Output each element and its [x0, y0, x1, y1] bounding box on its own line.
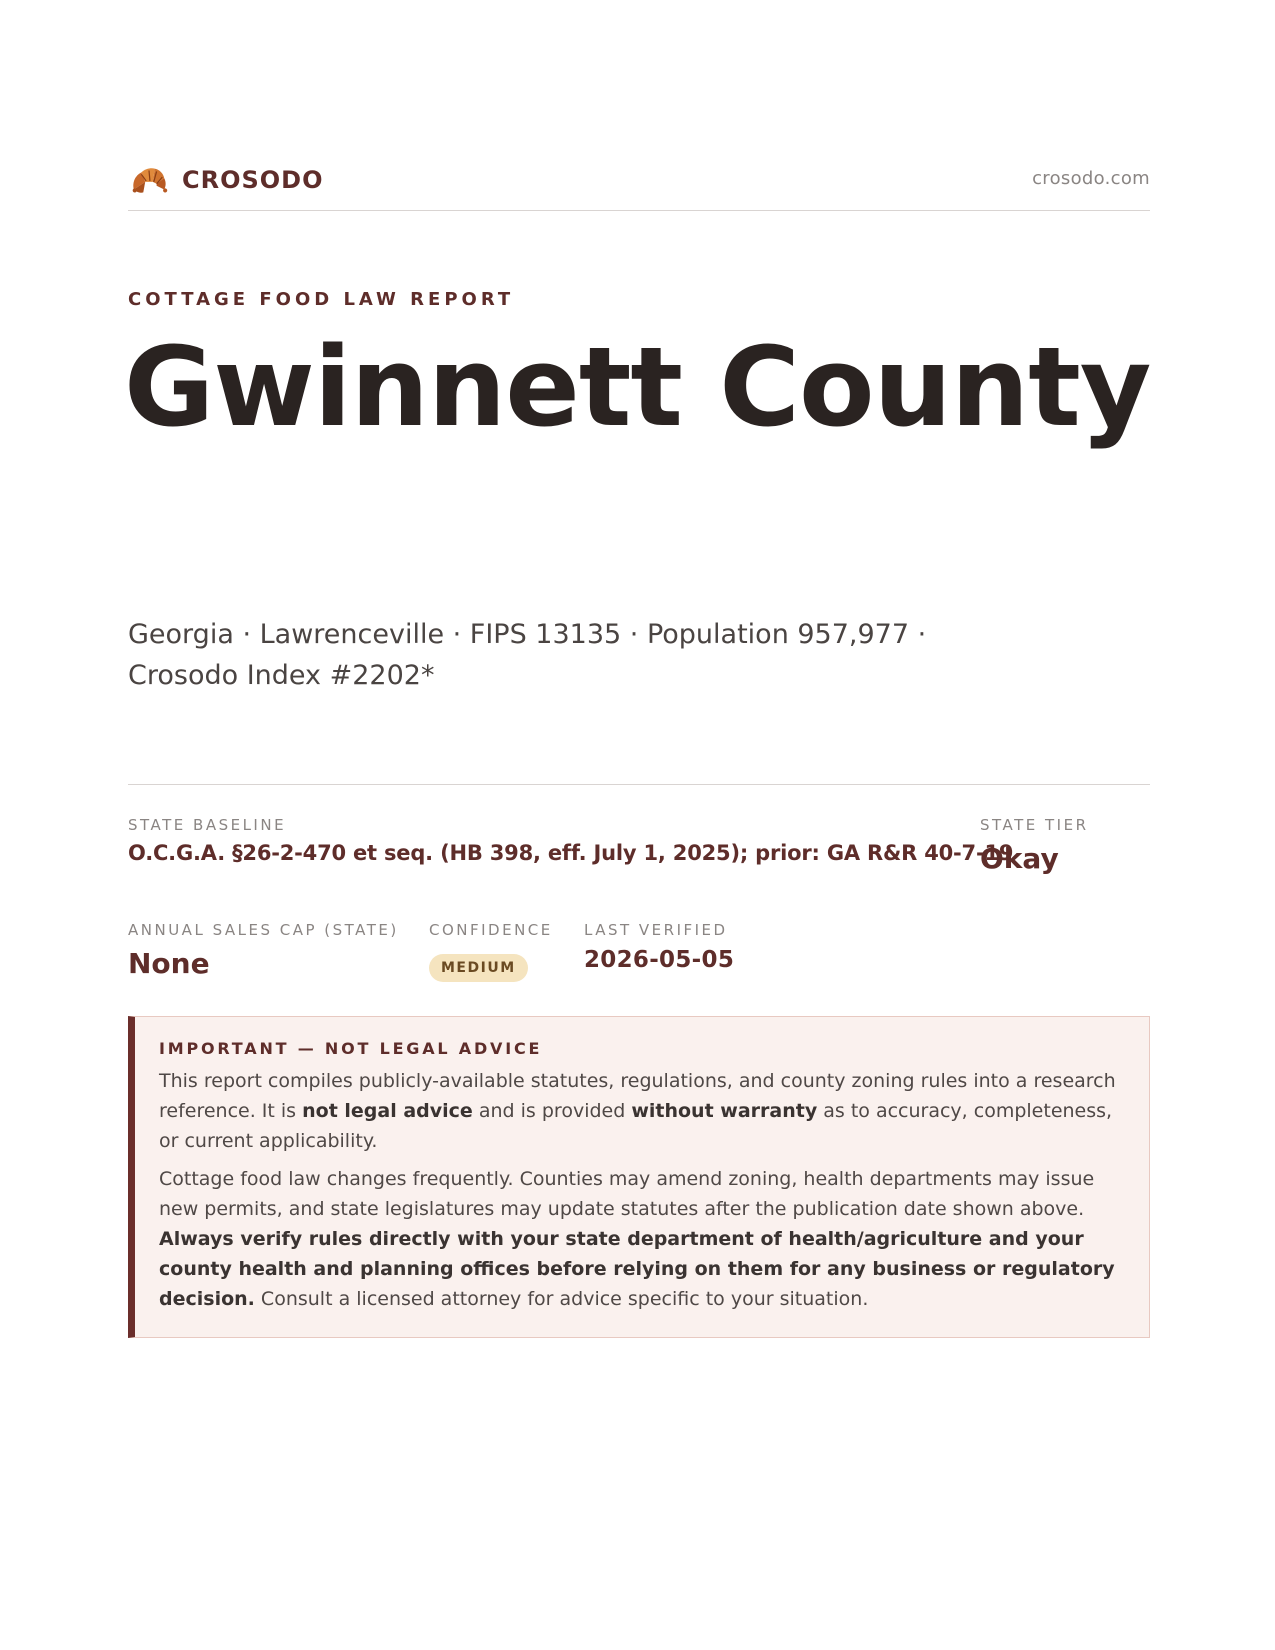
state-tier-label: STATE TIER [980, 816, 1089, 834]
legal-notice [128, 1016, 1150, 1338]
sales-cap-value: None [128, 947, 210, 980]
notice-text: and is provided [472, 1100, 632, 1122]
notice-text: This report compiles publicly-available statutes, regulations, and county zoning rules into a research reference. It is [159, 1070, 1116, 1122]
report-eyebrow: COTTAGE FOOD LAW REPORT [128, 289, 515, 310]
report-header [128, 158, 1150, 211]
notice-text: Consult a licensed attorney for advice specific to your situation. [254, 1288, 869, 1310]
page-title: Gwinnett County [124, 323, 1151, 451]
last-verified-value: 2026-05-05 [584, 947, 735, 973]
state-baseline-label: STATE BASELINE [128, 816, 287, 834]
county-meta: Georgia · Lawrenceville · FIPS 13135 · Population 957,977 · Crosodo Index #2202* [128, 619, 927, 691]
sales-cap-label: ANNUAL SALES CAP (STATE) [128, 921, 399, 939]
state-tier-value: Okay [980, 842, 1059, 875]
notice-paragraph-1 [159, 1066, 1127, 1156]
notice-emphasis: Always verify rules directly with your state department of health/agriculture and your county health and planning offices before relying on them for any business or regulatory decision. [159, 1228, 1115, 1310]
notice-paragraph-2 [159, 1164, 1127, 1314]
notice-title: IMPORTANT — NOT LEGAL ADVICE [159, 1039, 543, 1058]
last-verified-label: LAST VERIFIED [584, 921, 728, 939]
notice-text: as to accuracy, completeness, or current applicability. [159, 1100, 1113, 1152]
divider [128, 784, 1150, 785]
site-url[interactable]: crosodo.com [1032, 168, 1150, 189]
confidence-label: CONFIDENCE [429, 921, 553, 939]
notice-text: Cottage food law changes frequently. Counties may amend zoning, health departments may issue new permits, and state legislatures may update statutes after the publication date shown above. [159, 1168, 1095, 1220]
notice-emphasis: not legal advice [302, 1100, 473, 1122]
confidence-badge: MEDIUM [429, 954, 528, 982]
croissant-icon [128, 161, 170, 199]
notice-emphasis: without warranty [631, 1100, 818, 1122]
report-page [124, 0, 1151, 1650]
state-baseline-value: O.C.G.A. §26-2-470 et seq. (HB 398, eff. July 1, 2025); prior: GA R&R 40-7-19 [128, 841, 1014, 865]
brand-name: CROSODO [182, 166, 324, 194]
brand [128, 162, 324, 198]
